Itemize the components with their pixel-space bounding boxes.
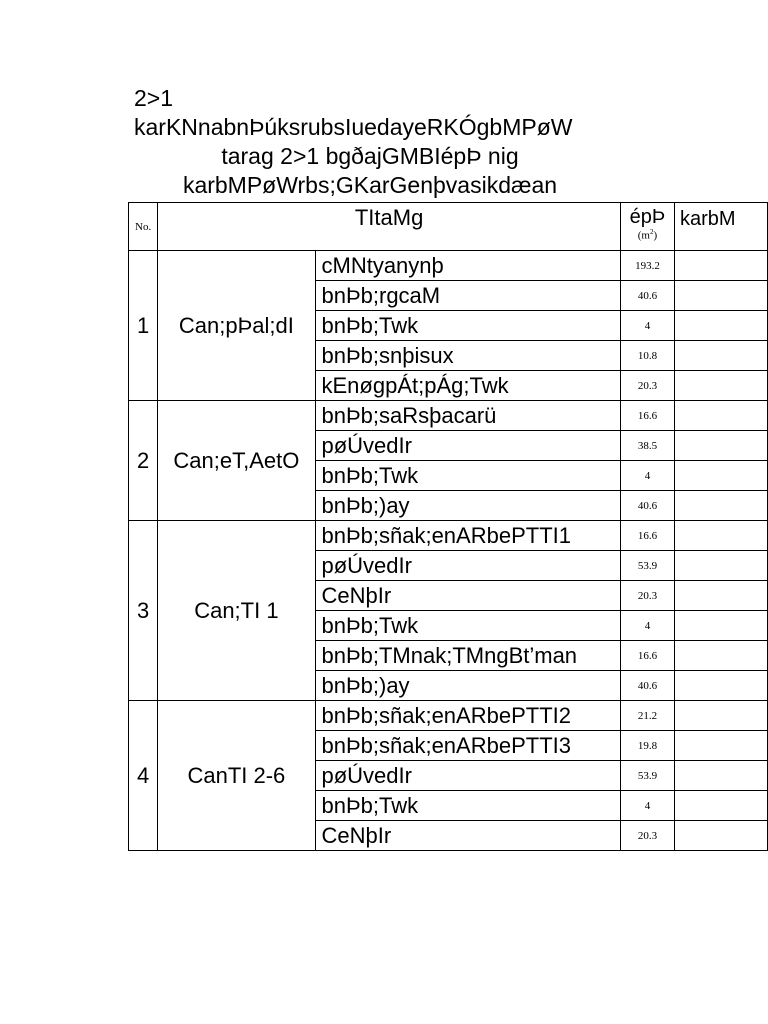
lighting-cell — [674, 731, 767, 761]
room-name: kEnøgpÁt;pÁg;Twk — [315, 371, 620, 401]
room-area: 16.6 — [620, 641, 674, 671]
lighting-cell — [674, 581, 767, 611]
room-area: 4 — [620, 311, 674, 341]
lighting-cell — [674, 491, 767, 521]
lighting-cell — [674, 611, 767, 641]
table-row — [129, 251, 768, 281]
table-row — [129, 521, 768, 551]
floor-name: Can;eT,AetO — [158, 401, 315, 521]
document-heading — [0, 84, 768, 200]
lighting-cell — [674, 461, 767, 491]
room-name: bnÞb;Twk — [315, 611, 620, 641]
lighting-cell — [674, 551, 767, 581]
group-number: 1 — [129, 251, 158, 401]
header-no: No. — [129, 203, 158, 251]
room-area: 38.5 — [620, 431, 674, 461]
table-caption-line-1: tarag 2>1 bgðajGMBIépÞ nig — [221, 143, 519, 169]
room-name: bnÞb;Twk — [315, 461, 620, 491]
lighting-cell — [674, 821, 767, 851]
room-area: 53.9 — [620, 761, 674, 791]
room-area: 4 — [620, 611, 674, 641]
lighting-cell — [674, 671, 767, 701]
room-area: 20.3 — [620, 371, 674, 401]
room-area: 40.6 — [620, 281, 674, 311]
room-name: bnÞb;)ay — [315, 491, 620, 521]
group-number: 4 — [129, 701, 158, 851]
room-area: 40.6 — [620, 671, 674, 701]
room-name: bnÞb;sñak;enARbePTTI2 — [315, 701, 620, 731]
lighting-cell — [674, 341, 767, 371]
floor-name: CanTI 2-6 — [158, 701, 315, 851]
room-area: 19.8 — [620, 731, 674, 761]
room-area: 193.2 — [620, 251, 674, 281]
room-name: cMNtyanynþ — [315, 251, 620, 281]
room-area: 4 — [620, 461, 674, 491]
lighting-cell — [674, 521, 767, 551]
room-name: CeNþIr — [315, 581, 620, 611]
room-area: 16.6 — [620, 401, 674, 431]
lighting-cell — [674, 641, 767, 671]
lighting-cell — [674, 401, 767, 431]
table-header-row — [129, 203, 768, 251]
room-name: bnÞb;TMnak;TMngBt’man — [315, 641, 620, 671]
room-area-table — [128, 202, 768, 851]
header-location: TItaMg — [158, 203, 621, 251]
room-name: pøÚvedIr — [315, 551, 620, 581]
table-row — [129, 401, 768, 431]
lighting-cell — [674, 761, 767, 791]
header-lighting: karbM — [674, 203, 767, 251]
room-name: pøÚvedIr — [315, 761, 620, 791]
room-area: 20.3 — [620, 581, 674, 611]
room-name: CeNþIr — [315, 821, 620, 851]
room-name: bnÞb;saRsþacarü — [315, 401, 620, 431]
room-area: 21.2 — [620, 701, 674, 731]
group-number: 2 — [129, 401, 158, 521]
room-name: pøÚvedIr — [315, 431, 620, 461]
room-name: bnÞb;rgcaM — [315, 281, 620, 311]
floor-name: Can;pÞal;dI — [158, 251, 315, 401]
room-area: 4 — [620, 791, 674, 821]
section-title: karKNnabnÞúksrubsIuedayeRKÓgbMPøW — [134, 114, 573, 140]
room-area: 53.9 — [620, 551, 674, 581]
room-name: bnÞb;sñak;enARbePTTI1 — [315, 521, 620, 551]
floor-name: Can;TI 1 — [158, 521, 315, 701]
lighting-cell — [674, 431, 767, 461]
lighting-cell — [674, 311, 767, 341]
lighting-cell — [674, 791, 767, 821]
section-number: 2>1 — [134, 85, 174, 111]
table-caption-line-2: karbMPøWrbs;GKarGenþvasikdæan — [182, 172, 558, 198]
room-name: bnÞb;snþisux — [315, 341, 620, 371]
lighting-cell — [674, 371, 767, 401]
group-number: 3 — [129, 521, 158, 701]
header-area — [620, 203, 674, 251]
lighting-cell — [674, 701, 767, 731]
header-area-unit: $(m^2)$ — [637, 228, 658, 242]
room-area: 10.8 — [620, 341, 674, 371]
table-row — [129, 701, 768, 731]
room-area: 16.6 — [620, 521, 674, 551]
lighting-cell — [674, 281, 767, 311]
room-name: bnÞb;)ay — [315, 671, 620, 701]
room-name: bnÞb;Twk — [315, 311, 620, 341]
room-name: bnÞb;sñak;enARbePTTI3 — [315, 731, 620, 761]
lighting-cell — [674, 251, 767, 281]
room-area: 40.6 — [620, 491, 674, 521]
room-area: 20.3 — [620, 821, 674, 851]
room-name: bnÞb;Twk — [315, 791, 620, 821]
header-area-label: épÞ — [629, 206, 666, 228]
